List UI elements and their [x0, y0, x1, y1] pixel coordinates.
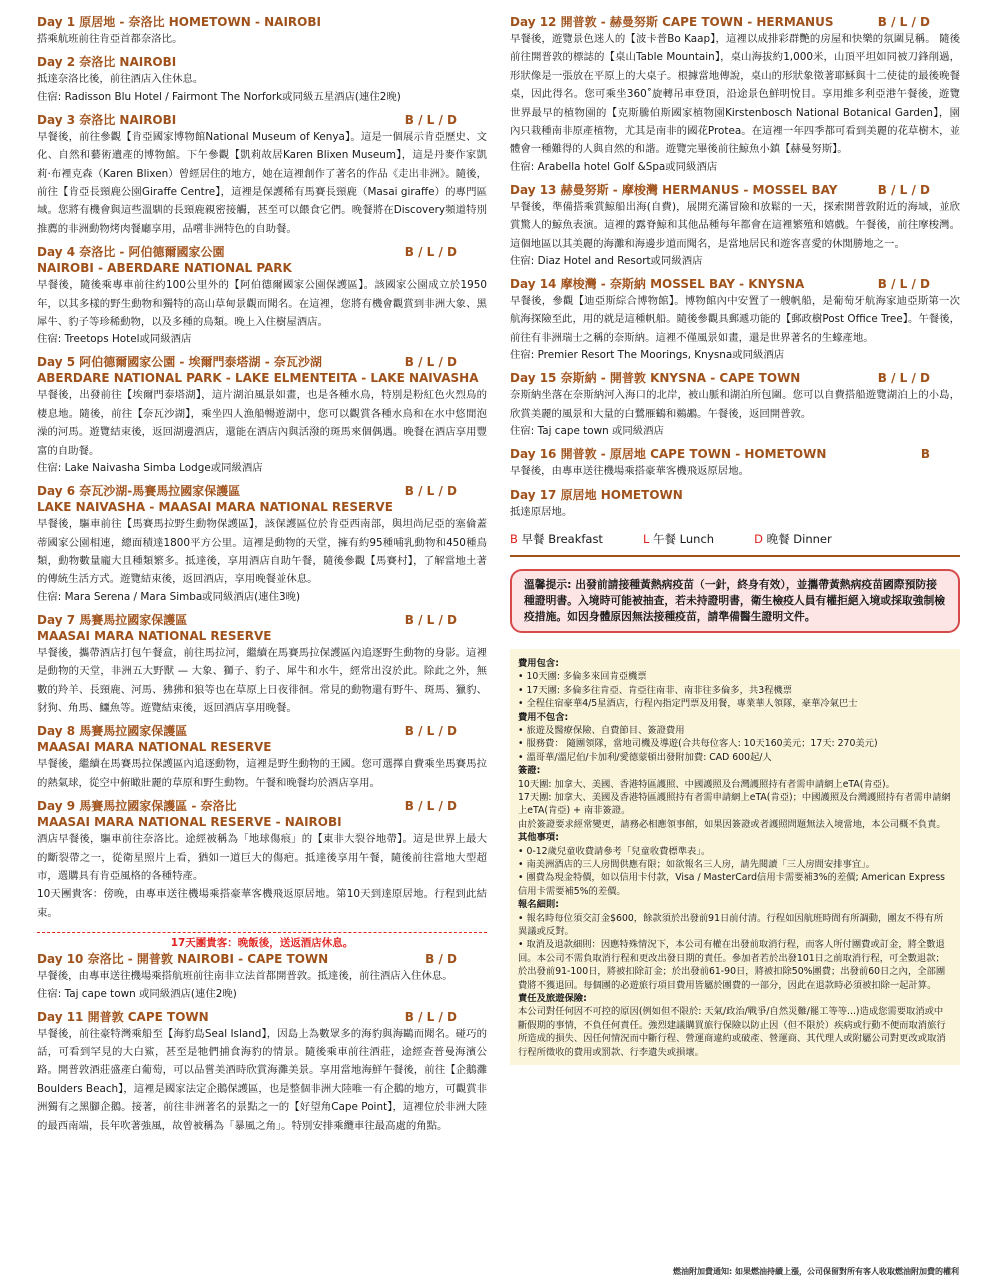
day-title [510, 182, 960, 198]
terms-text: 10天團: 加拿大、美國、香港特區護照、中國護照及台灣護照持有者需申請網上eTA(肯亞)。 [518, 778, 895, 790]
day-title [510, 276, 960, 292]
day-hotel: 住宿: Arabella hotel Golf &Spa或同級酒店 [510, 160, 718, 173]
terms-heading: 簽證: [518, 765, 541, 777]
terms-bullet: • 報名時每位須交訂金$600，餘款須於出發前91日前付清。行程如因航班時間有所調動，團友不得有所異議或反對。 [518, 912, 952, 939]
meal-codes: B / L / D [404, 245, 457, 260]
day-subtitle: MAASAI MARA NATIONAL RESERVE [37, 628, 272, 643]
terms-heading: 責任及旅遊保險: [518, 993, 587, 1005]
day-title [37, 951, 487, 967]
day-subtitle: ABERDARE NATIONAL PARK - LAKE ELMENTEITA - LAKE NAIVASHA [37, 371, 479, 386]
day-description: 奈斯納坐落在奈斯納河入海口的北岸，被山脈和湖泊所包圍。您可以自費搭船遊覽湖泊上的小島，欣賞美麗的風景和大量的白鷺雁鶴和鵜鶘。午餐後，返回開普敦。 [510, 389, 960, 420]
day-description: 早餐後，隨後乘專車前往約100公里外的【阿伯德爾國家公園保護區】。該國家公園成立於1950年，以其多樣的野生動物和獨特的高山草甸景觀而聞名。在這裡，您將有機會觀賞到非洲大象、黑犀牛、豹子等珍稀動物，以及多種的鳥類。晚上入住樹屋酒店。 [37, 279, 487, 329]
meal-codes: B / L / D [404, 1009, 457, 1024]
terms-text: 由於簽證要求經常變更，請務必相應領事館，如果因簽證或者護照問題無法入境當地，本公司概不負責。 [518, 818, 946, 830]
day-description: 早餐後，前往豪特灣乘船至【海豹島Seal Island】，因島上為數眾多的海豹與海鷗而聞名。碰巧的話，可看到罕見的大白鯊，甚至是牠們捕食海豹的情景。隨後乘車前往酒莊，途經查普曼海濱公路。開普敦酒莊盛產白葡萄，可以品嘗美酒時欣賞海灘美景。享用當地海鮮午餐後，前往【企鵝灘Boulders Beach】，這裡是國家法定企鵝保護區，也是整個非洲大陸唯一有企鵝的地方，可觀賞非洲獨有之黑腳企鵝。接著，前往非洲著名的景點之一的【好望角Cape Point】，這裡位於非洲大陸的最西南端，長年吹著強風，故曾被稱為「暴風之角」。特別安排乘纜車往最高處的角點。 [37, 1027, 487, 1132]
day-title-text: Day 17 原居地 HOMETOWN [510, 487, 683, 502]
itinerary-day [37, 354, 487, 477]
day-hotel: 住宿: Mara Serena / Mara Simba或同級酒店(連住3晚) [37, 590, 301, 603]
day-subtitle: NAIROBI - ABERDARE NATIONAL PARK [37, 261, 292, 276]
day-title [37, 612, 487, 628]
itinerary-day [37, 112, 487, 238]
tour-notice: 17天團貴客：晚飯後，送返酒店休息。 [170, 937, 354, 950]
itinerary-day [37, 244, 487, 348]
day-subtitle: MAASAI MARA NATIONAL RESERVE [37, 740, 272, 755]
terms-bullet: • 溫哥華/溫尼伯/卡加利/愛德蒙頓出發附加費: CAD 600起/人 [518, 751, 952, 764]
day-subtitle: MAASAI MARA NATIONAL RESERVE - NAIROBI [37, 815, 342, 830]
day-title-text: Day 7 馬賽馬拉國家保護區 [37, 612, 188, 627]
day-title-text: Day 9 馬賽馬拉國家保護區 - 奈洛比 [37, 799, 237, 814]
day-title-text: Day 6 奈瓦沙湖-馬賽馬拉國家保護區 [37, 484, 241, 499]
fuel-surcharge-note: 燃油附加費通知: 如果燃油持續上漲，公司保留對所有客人收取燃油附加費的權利 [673, 1267, 959, 1276]
meal-legend [510, 531, 960, 557]
day-description: 搭乘航班前往肯亞首都奈洛比。 [37, 33, 183, 45]
vaccine-warning [510, 569, 960, 633]
day-hotel: 住宿: Premier Resort The Moorings, Knysna或同級酒店 [510, 349, 785, 362]
itinerary-day [510, 446, 960, 480]
terms-heading: 費用包含: [518, 657, 559, 669]
day-title [37, 14, 487, 30]
terms-bullet: • 服務費： 隨團領隊，當地司機及導遊(合共每位客人: 10天160美元；17天: 270美元) [518, 737, 952, 750]
warning-text: 出發前請接種黃熱病疫苗（一針，終身有效），並攜帶黃熱病疫苗國際預防接種證明書。入境時可能被抽查，若未持證明書，衛生檢疫人員有權拒絕入境或採取強制檢疫措施。如因身體原因無法接種疫苗，請準備醫生證明文件。 [524, 577, 946, 623]
meal-codes: B / L / D [877, 277, 930, 292]
day-description: 抵達奈洛比後，前往酒店入住休息。 [37, 73, 204, 86]
day-hotel: 住宿: Taj cape town 或同級酒店 [510, 425, 664, 438]
day-title [510, 446, 960, 462]
day-title [510, 14, 960, 30]
itinerary-day [510, 276, 960, 364]
itinerary-day [37, 951, 487, 1002]
meal-codes: B / L / D [404, 612, 457, 627]
day-hotel: 住宿: Taj cape town 或同級酒店(連住2晚) [37, 987, 237, 1000]
legend-item [510, 531, 603, 547]
itinerary-day [37, 723, 487, 792]
itinerary-day [37, 14, 487, 48]
itinerary-day [37, 798, 487, 922]
day-description: 早餐後，出發前往【埃爾門泰塔湖】，這片湖泊風景如畫，也是各種水鳥，特別是粉紅色火烈鳥的棲息地。隨後，前往【奈瓦沙湖】，乘坐四人漁船暢遊湖中，您可以觀賞各種水鳥和在水中悠閒泡澡的河馬。遊覽結束後，返回湖邊酒店，還能在酒店內與活潑的斑馬來個偶遇。晚餐在酒店享用豐富的自助餐。 [37, 389, 487, 457]
terms-bullet: • 17天團: 多倫多往肯亞、肯亞往南非、南非往多倫多，共3程機票 [518, 684, 952, 697]
meal-codes: B / L / D [877, 182, 930, 197]
day-description: 早餐後，參觀【迪亞斯綜合博物館】。博物館內中安置了一艘帆船，是葡萄牙航海家迪亞斯第一次航海探險至此，用的就是這種帆船。隨後參觀具郵遞功能的【郵政樹Post Office Tree】。午餐後，前往有非洲瑞士之稱的奈斯納。這裡不僅風景如畫，還是世界著名的生蠔產地。 [510, 295, 960, 344]
terms-bullet: • 南美洲酒店的三人房間供應有限；如欲報名三人房，請先閱讀「三人房間安排事宜」。 [518, 858, 952, 871]
day-description: 早餐後，攜帶酒店打包午餐盒，前往馬拉河，繼續在馬賽馬拉保護區內追逐野生動物的身影。這裡是動物的天堂，非洲五大野獸 — 大象、獅子、豹子、犀牛和水牛，經常出沒於此。除此之外，無數的羚羊、長頸鹿、河馬、狒狒和狼等也在草原上日夜徘徊。常見的動物還有野牛、斑馬、獵豹、豺狗、角馬、鱷魚等。遊覽結束後，返回酒店享用晚餐。 [37, 646, 487, 714]
meal-codes: B / L / D [404, 355, 457, 370]
right-column [510, 14, 960, 1065]
meal-codes: B [920, 447, 930, 462]
day-description: 酒店早餐後，驅車前往奈洛比。途經被稱為「地球傷痕」的【東非大裂谷地帶】。這是世界上最大的斷裂帶之一，從衛星照片上看，猶如一道巨大的傷疤。抵達後享用午餐，隨後前往當地大型超市，選購具有肯亞風格的各種特產。 10天團貴客：傍晚，由專車送往機場乘搭豪華客機飛返原居地。第10天到達原居地。行程到此結束。 [37, 833, 487, 919]
day-title-text: Day 11 開普敦 CAPE TOWN [37, 1009, 209, 1024]
day-description: 早餐後，由專車送往機場乘搭航班前往南非立法首都開普敦。抵達後，前往酒店入住休息。 [37, 970, 453, 983]
legend-label: 早餐 Breakfast [521, 531, 603, 546]
day-title-text: Day 2 奈洛比 NAIROBI [37, 55, 177, 70]
legend-key: D [754, 531, 763, 546]
day-title-text: Day 10 奈洛比 - 開普敦 NAIROBI - CAPE TOWN [37, 952, 329, 967]
day-title [37, 54, 487, 70]
itinerary-day [37, 483, 487, 606]
meal-codes: B / L / D [404, 724, 457, 739]
meal-codes: B / L / D [404, 112, 457, 127]
left-column [37, 14, 487, 1141]
day-title-text: Day 8 馬賽馬拉國家保護區 [37, 724, 188, 739]
day-title [510, 487, 960, 503]
day-title [37, 244, 487, 260]
day-title [37, 483, 487, 499]
terms-heading: 其他事項: [518, 832, 559, 844]
day-title-text: Day 4 奈洛比 - 阿伯德爾國家公園 [37, 245, 225, 260]
meal-codes: B / L / D [404, 799, 457, 814]
terms-bullet: • 10天團: 多倫多來回肯亞機票 [518, 670, 952, 683]
itinerary-day [510, 182, 960, 270]
terms-box [510, 649, 960, 1065]
day-title-text: Day 12 開普敦 - 赫曼努斯 CAPE TOWN - HERMANUS [510, 15, 834, 29]
day-title [37, 723, 487, 739]
day-hotel: 住宿: Radisson Blu Hotel / Fairmont The Norfork或同級五星酒店(連住2晚) [37, 90, 401, 103]
legend-key: L [642, 531, 650, 546]
itinerary-day [510, 487, 960, 521]
day-title-text: Day 16 開普敦 - 原居地 CAPE TOWN - HOMETOWN [510, 447, 827, 462]
meal-codes: B / L / D [877, 15, 930, 29]
day-description: 早餐後，驅車前往【馬賽馬拉野生動物保護區】，該保護區位於肯亞西南部，與坦尚尼亞的塞倫蓋蒂國家公園相連，總面積達1800平方公里。這裡是動物的天堂，擁有約95種哺乳動物和450種鳥類，動物數量龐大且種類繁多。抵達後，享用酒店自助午餐，隨後參觀【馬賽村】，了解當地土著的傳統生活方式。遊覽結束後，返回酒店，享用晚餐並休息。 [37, 518, 487, 586]
terms-bullet: • 全程住宿豪華4/5星酒店，行程內指定門票及用餐，專業華人領隊，豪華冷氣巴士 [518, 697, 952, 710]
day-title-text: Day 1 原居地 - 奈洛比 HOMETOWN - NAIROBI [37, 15, 321, 29]
day-title-text: Day 3 奈洛比 NAIROBI [37, 112, 177, 127]
itinerary-day [510, 14, 960, 176]
meal-codes: B / L / D [877, 371, 930, 386]
day-title [510, 370, 960, 386]
terms-bullet: • 團費為現金特價，如以信用卡付款，Visa / MasterCard信用卡需要補3%的差價; American Express信用卡需要補5%的差價。 [518, 871, 952, 898]
legend-item [643, 531, 714, 547]
day-description: 早餐後，前往參觀【肯亞國家博物館National Museum of Kenya】。這是一個展示肯亞歷史、文化、自然和藝術遺產的博物館。下午參觀【凱莉故居Karen Blixen Museum】，這是丹麥作家凱莉‧布裡克森（Karen Blixen）曾經居住的地方，她在這裡創作了著名的作品《走出非洲》。隨後，前往【肯亞長頸鹿公園Giraffe Centre】，這裡是保護稀有馬賽長頸鹿（Masai giraffe）的專門區域。您將有機會與這些溫馴的長頸鹿親密接觸，甚至可以餵食它們。晚餐將在Discovery頻道特別推薦的非洲動物烤肉餐廳享用，品嚐非洲特色的自助餐。 [37, 130, 487, 235]
day-title-text: Day 13 赫曼努斯 - 摩梭灣 HERMANUS - MOSSEL BAY [510, 182, 838, 197]
day-title [37, 354, 487, 370]
legend-item [754, 531, 832, 547]
day-hotel: 住宿: Lake Naivasha Simba Lodge或同級酒店 [37, 462, 263, 475]
terms-bullet: • 旅遊及醫療保險、自費節目、簽證費用 [518, 724, 952, 737]
day-title-text: Day 14 摩梭灣 - 奈斯納 MOSSEL BAY - KNYSNA [510, 277, 805, 292]
terms-bullet: • 0-12歲兒童收費請參考「兒童收費標準表」。 [518, 845, 952, 858]
itinerary-day [510, 370, 960, 440]
meal-codes: B / D [425, 952, 457, 967]
legend-label: 午餐 Lunch [653, 531, 715, 546]
day-description: 早餐後，由專車送往機場乘搭豪華客機飛返原居地。 [510, 465, 749, 478]
terms-text: 本公司對任何因不可控的原因(例如但不限於: 天氣/政治/戰爭/自然災難/罷工等等...)造成您需要取消或中斷假期的事情，不負任何責任。強烈建議購買旅行保險以防止因（但不限於）疾病或行動不便而取消旅行所造成的損失、因任何情況而中斷行程、營運商違約或破產、營運商、其代理人或附屬公司對更改或取消行程所徵收的費用或罰款、行李遺失或損壞。 [518, 1006, 946, 1058]
day-hotel: 住宿: Diaz Hotel and Resort或同級酒店 [510, 255, 703, 268]
day-description: 早餐後，繼續在馬賽馬拉保護區內追逐動物，這裡是野生動物的王國。您可選擇自費乘坐馬賽馬拉的熱氣球，從空中俯瞰壯麗的草原和野生動物。午餐和晚餐均於酒店享用。 [37, 758, 487, 789]
itinerary-day [37, 612, 487, 718]
legend-key: B [510, 531, 518, 546]
terms-text: 17天團: 加拿大、美國及香港特區護照持有者需申請網上eTA(肯亞)；中國護照及台灣護照持有者需申請網上eTA(肯亞) + 南非簽證。 [518, 791, 951, 817]
legend-label: 晚餐 Dinner [766, 531, 832, 546]
terms-heading: 費用不包含: [518, 711, 569, 723]
meal-codes: B / L / D [404, 484, 457, 499]
divider [37, 932, 487, 933]
day-title [37, 798, 487, 814]
day-description: 早餐後，準備搭乘賞鯨船出海(自費)，展開充滿冒險和放鬆的一天，探索開普敦附近的海域，並欣賞驚人的鯨魚表演。這裡的露脊鯨和其他品種每年都會在這裡繁殖和嬉戲。午餐後，前往摩梭灣。這個地區以其美麗的海灘和海邊步道而聞名，是當地居民和遊客喜愛的休閒勝地之一。 [510, 200, 960, 250]
day-hotel: 住宿: Treetops Hotel或同級酒店 [37, 333, 192, 346]
day-title [37, 112, 487, 128]
day-subtitle: LAKE NAIVASHA - MAASAI MARA NATIONAL RESERVE [37, 500, 393, 515]
day-title-text: Day 15 奈斯納 - 開普敦 KNYSNA - CAPE TOWN [510, 371, 801, 386]
day-title [37, 1009, 487, 1025]
day-description: 抵達原居地。 [510, 505, 573, 518]
terms-heading: 報名細則: [518, 899, 559, 911]
itinerary-day [37, 1009, 487, 1135]
terms-bullet: • 取消及退款細則：因應特殊情況下，本公司有權在出發前取消行程，而客人所付團費或訂金，將全數退回。本公司不需負取消行程和更改出發日期的責任。參加者若於出發101日之前取消行程，可全數退款；於出發前91-100日，將被扣除訂金；於出發前61-90日，將被扣除50%團費；出發前60日之內，全部團費將不獲退回。每個團的必遊旅行項目費用皆屬於團費的一部分，因此在退款時必須被扣除一起計算。 [518, 938, 952, 992]
warning-label: 溫馨提示: [524, 577, 572, 591]
day-title-text: Day 5 阿伯德爾國家公園 - 埃爾門泰塔湖 - 奈瓦沙湖 [37, 355, 322, 370]
itinerary-day [37, 54, 487, 105]
day-description: 早餐後，遊覽景色迷人的【波卡普Bo Kaap】，這裡以成排彩群艷的房屋和快樂的氛圍見稱。 隨後前往開普敦的標誌的【桌山Table Mountain】，桌山海拔約1,000米，山頂平坦如同被刀鋒削過，形狀像是一張放在平原上的大桌子。根據當地傳說，桌山的形狀象徵著耶穌與十二使徒的最後晚餐桌，因此得名。您可乘坐360˚旋轉吊車登頂，沿途景色鮮明悅目。享用維多利亞港午餐後，遊覽世界最早的植物園的【克斯騰伯斯國家植物園Kirstenbosch National Botanical Garden】，園內只栽種南非原產植物，尤其是南非的國花Protea。在這裡一年四季都可看到美麗的花草樹木，並體會一種難得的人與自然的和諧。遊覽完畢後前往鯨魚小鎮【赫曼努斯】。 [510, 33, 960, 156]
